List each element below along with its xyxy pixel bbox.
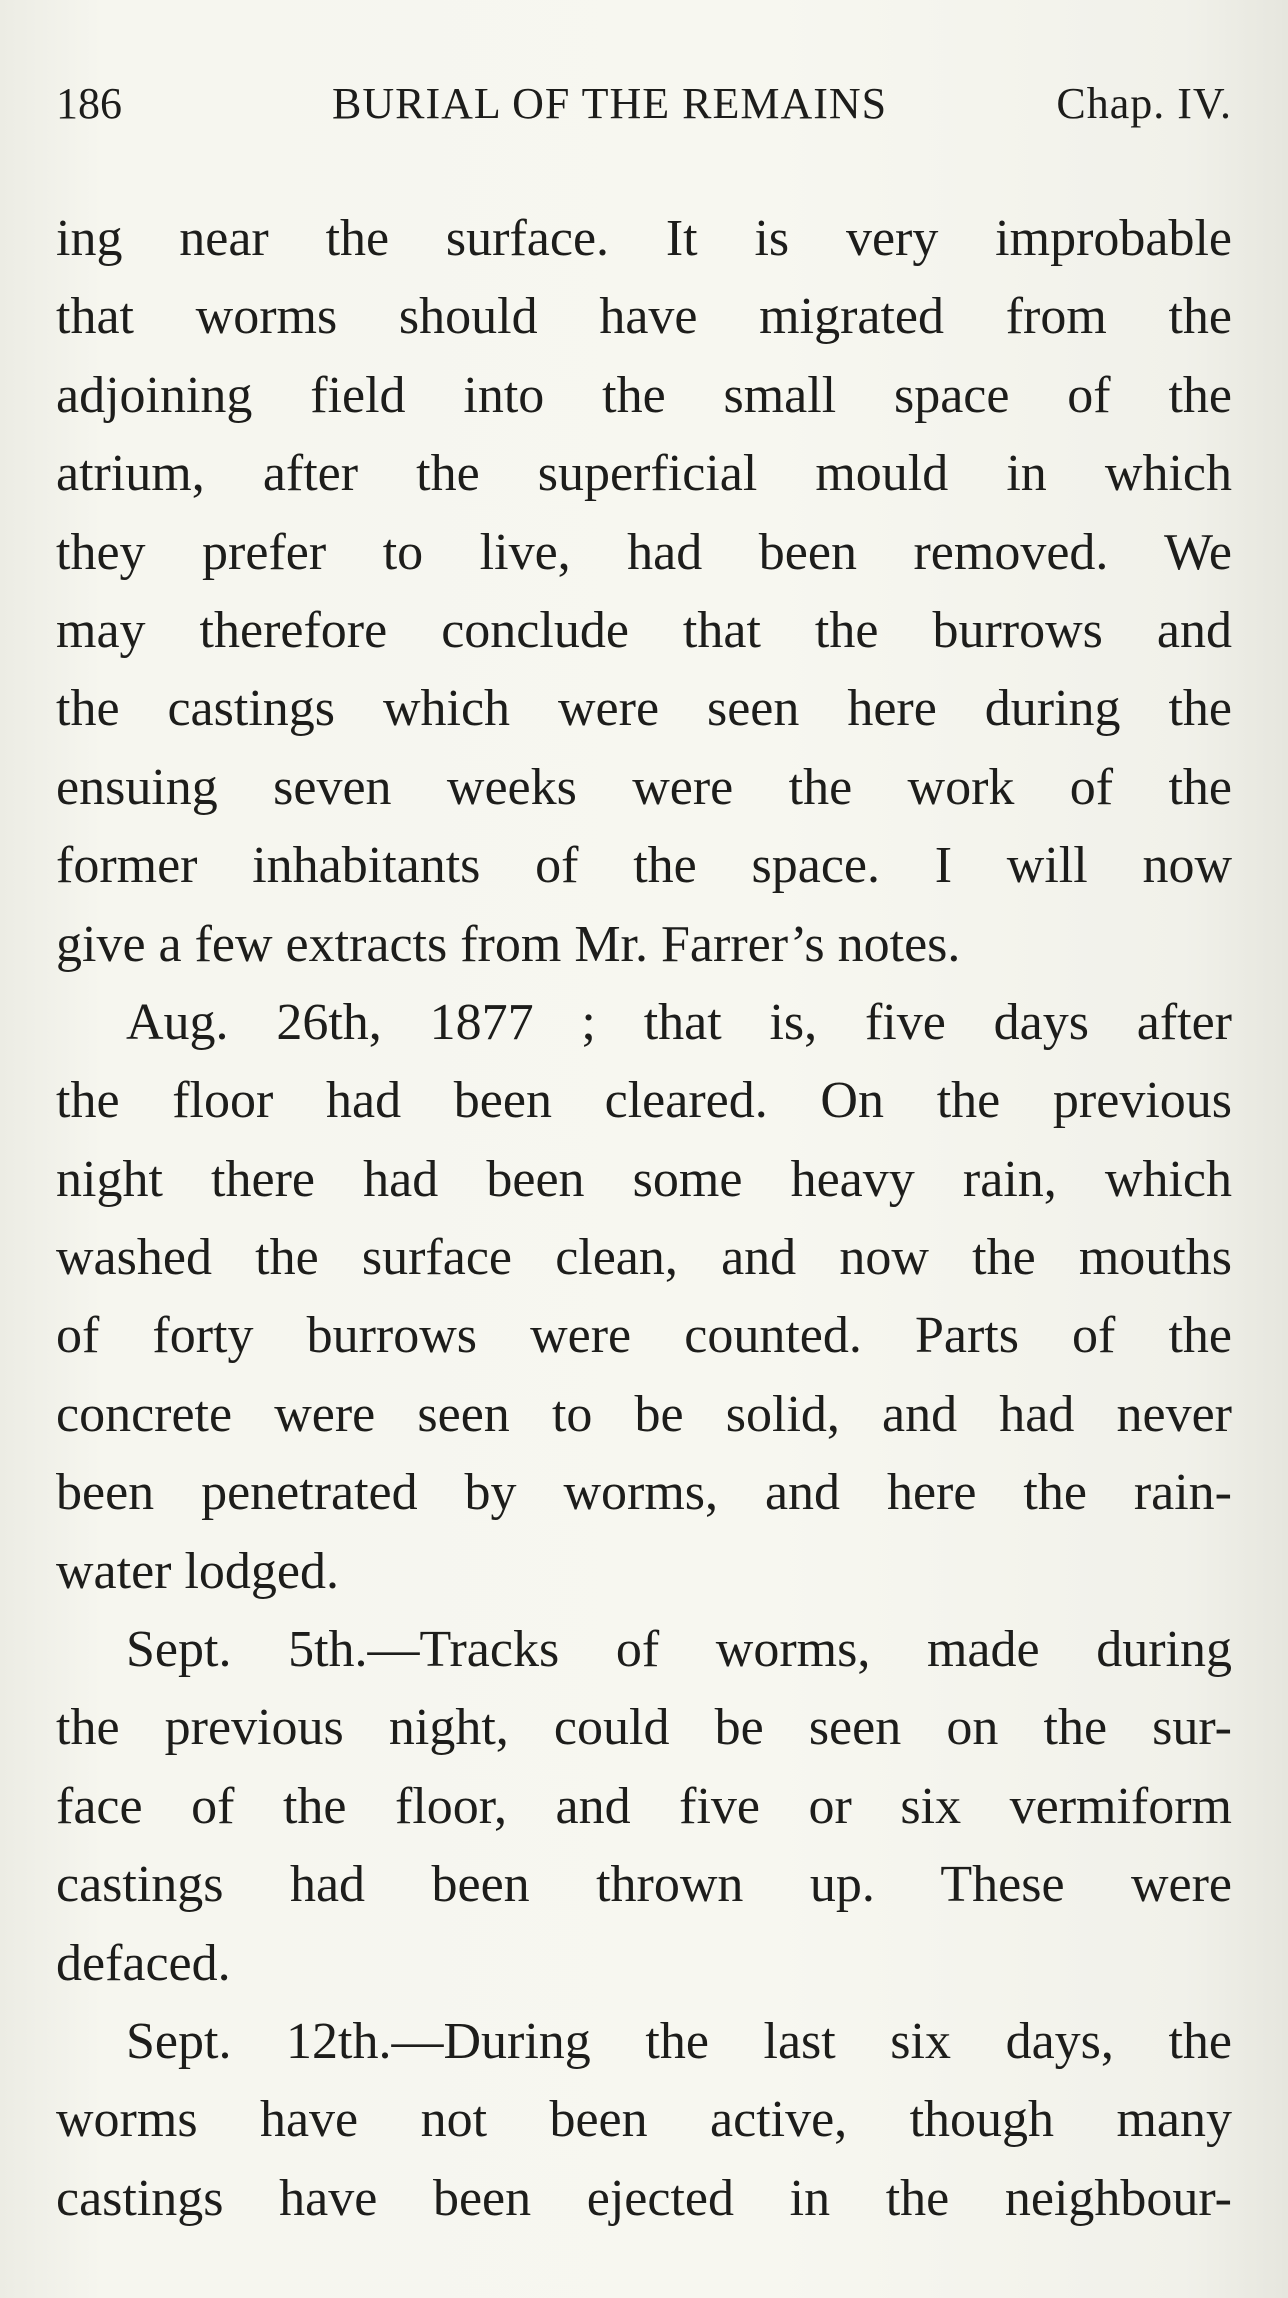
text-line: give a few extracts from Mr. Farrer’s notes. [56,915,961,973]
text-line: Aug. 26th, 1877 ; that is, five days after [126,993,1232,1051]
text-line: ensuing seven weeks were the work of the [56,758,1232,816]
text-line: water lodged. [56,1542,340,1600]
text-line: ing near the surface. It is very improbable [56,210,1232,267]
text-line: Sept. 12th.—During the last six days, the [126,2012,1232,2070]
text-line: washed the surface clean, and now the mouths [56,1229,1232,1287]
text-line: of forty burrows were counted. Parts of the [56,1307,1232,1365]
text-line: Sept. 5th.—Tracks of worms, made during [126,1621,1232,1679]
text-line: atrium, after the superficial mould in which [56,445,1232,503]
text-line: that worms should have migrated from the [56,288,1232,346]
text-line: the castings which were seen here during the [56,680,1232,738]
text-line: castings had been thrown up. These were [56,1856,1232,1914]
text-line: been penetrated by worms, and here the rain- [56,1464,1232,1522]
text-line: may therefore conclude that the burrows and [56,601,1232,659]
text-line: castings have been ejected in the neighbour- [56,2169,1232,2227]
text-line: the floor had been cleared. On the previous [56,1072,1232,1130]
running-title: BURIAL OF THE REMAINS [332,79,888,128]
page-header [56,74,1232,134]
text-line: worms have not been active, though many [56,2091,1232,2149]
text-line: concrete were seen to be solid, and had never [56,1385,1232,1443]
text-line: former inhabitants of the space. I will now [56,837,1232,895]
text-line: they prefer to live, had been removed. We [56,523,1232,581]
text-line: face of the floor, and five or six vermiform [56,1777,1232,1835]
text-line: night there had been some heavy rain, which [56,1150,1232,1208]
chapter-label: Chap. IV. [1056,79,1232,128]
page-number: 186 [56,79,122,128]
text-line: defaced. [56,1934,231,1992]
text-line: the previous night, could be seen on the sur- [56,1699,1232,1757]
page-body [56,200,1232,2238]
text-line: adjoining field into the small space of the [56,366,1232,424]
